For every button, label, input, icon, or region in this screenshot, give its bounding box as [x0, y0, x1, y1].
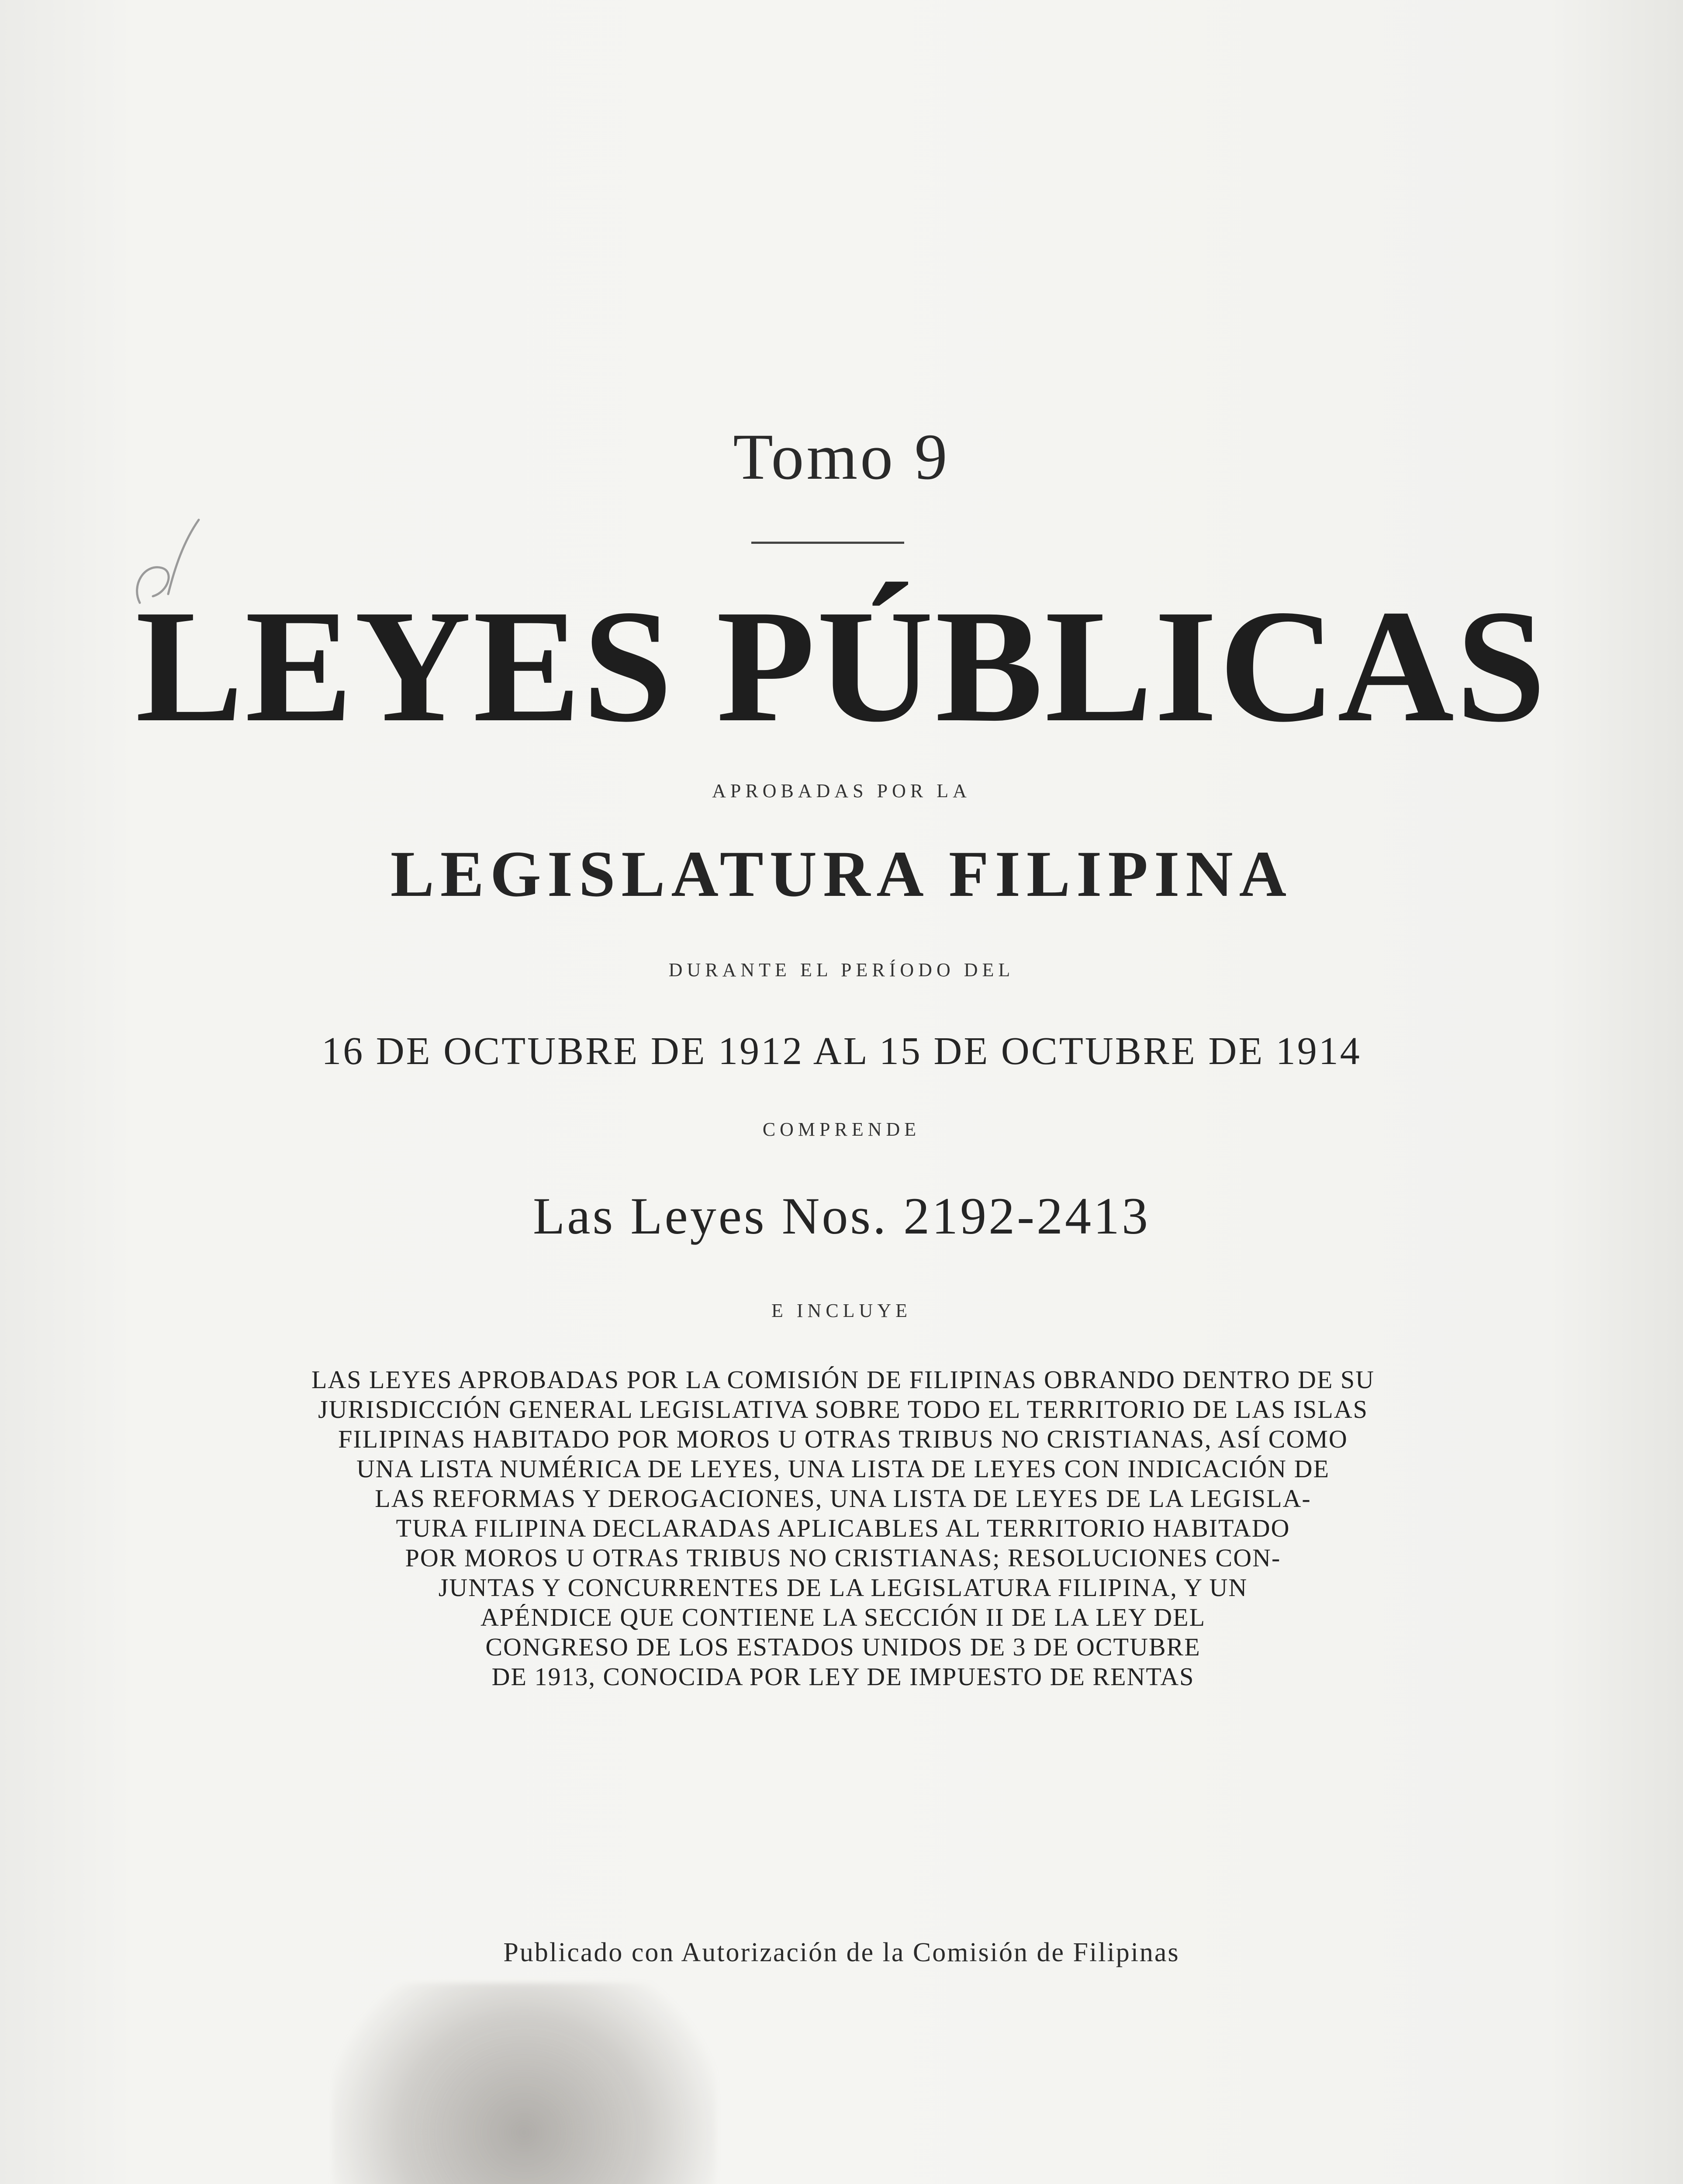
- description-line: TURA FILIPINA DECLARADAS APLICABLES AL TERRITORIO HABITADO: [396, 1514, 1290, 1542]
- laws-range: Las Leyes Nos. 2192-2413: [532, 1187, 1151, 1245]
- library-stamp-smudge: [332, 1983, 716, 2184]
- description-line: JURISDICCIÓN GENERAL LEGISLATIVA SOBRE TODO EL TERRITORIO DE LAS ISLAS: [318, 1395, 1368, 1424]
- description-line: LAS REFORMAS Y DEROGACIONES, UNA LISTA DE LEYES DE LA LEGISLA-: [375, 1484, 1311, 1513]
- period-dates: 16 DE OCTUBRE DE 1912 AL 15 DE OCTUBRE DE 1914: [321, 1030, 1362, 1073]
- main-title: LEYES PÚBLICAS: [135, 577, 1548, 756]
- description-line: DE 1913, CONOCIDA POR LEY DE IMPUESTO DE RENTAS: [491, 1662, 1195, 1691]
- volume-number: Tomo 9: [733, 421, 950, 493]
- volume-divider: [751, 542, 904, 544]
- approved-by-intro: APROBADAS POR LA: [712, 780, 971, 802]
- description-line: APÉNDICE QUE CONTIENE LA SECCIÓN II DE LA LEY DEL: [480, 1603, 1206, 1631]
- also-includes-intro: E INCLUYE: [771, 1300, 912, 1321]
- includes-intro: COMPRENDE: [762, 1119, 921, 1140]
- description-line: JUNTAS Y CONCURRENTES DE LA LEGISLATURA FILIPINA, Y UN: [438, 1573, 1248, 1602]
- legislature-name: LEGISLATURA FILIPINA: [390, 838, 1293, 910]
- period-intro: DURANTE EL PERÍODO DEL: [668, 959, 1015, 981]
- description-line: CONGRESO DE LOS ESTADOS UNIDOS DE 3 DE OCTUBRE: [485, 1633, 1201, 1661]
- contents-description: [127, 1365, 1559, 1692]
- description-line: LAS LEYES APROBADAS POR LA COMISIÓN DE FILIPINAS OBRANDO DENTRO DE SU: [311, 1365, 1375, 1394]
- description-line: FILIPINAS HABITADO POR MOROS U OTRAS TRIBUS NO CRISTIANAS, ASÍ COMO: [338, 1425, 1348, 1453]
- description-line: POR MOROS U OTRAS TRIBUS NO CRISTIANAS; RESOLUCIONES CON-: [405, 1544, 1281, 1572]
- authorization-line: Publicado con Autorización de la Comisión de Filipinas: [503, 1938, 1180, 1967]
- description-line: UNA LISTA NUMÉRICA DE LEYES, UNA LISTA DE LEYES CON INDICACIÓN DE: [356, 1455, 1330, 1483]
